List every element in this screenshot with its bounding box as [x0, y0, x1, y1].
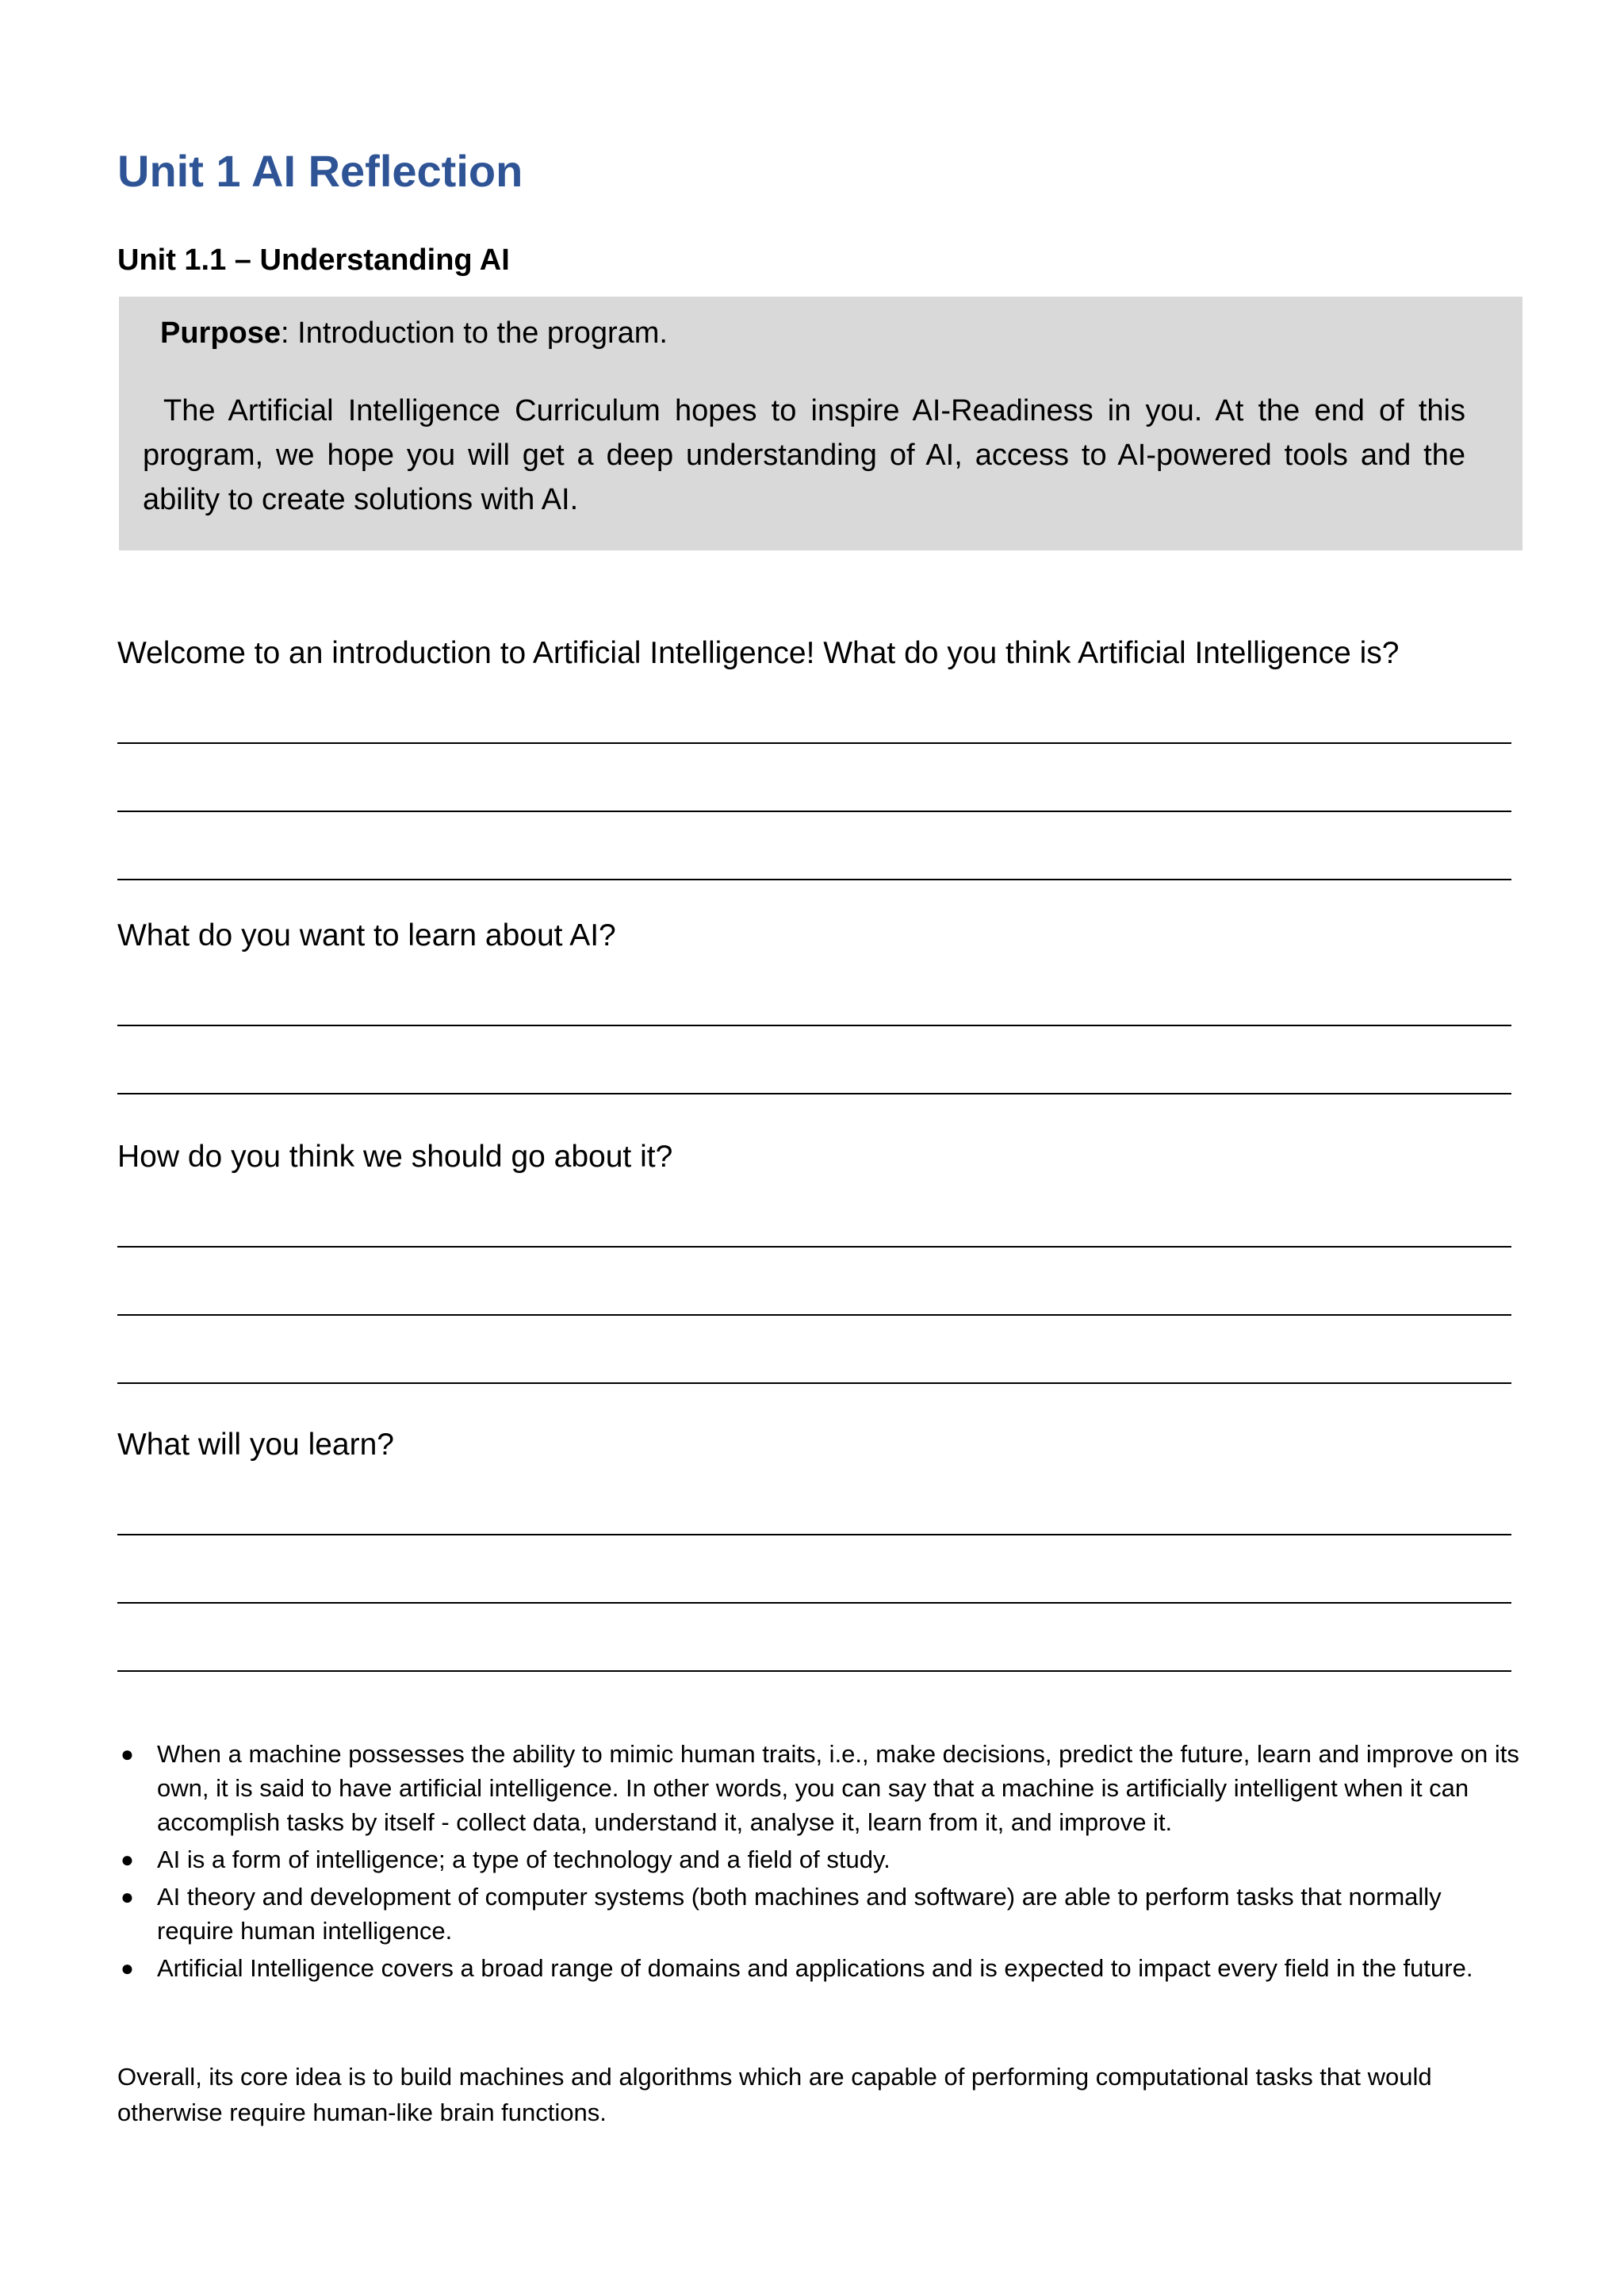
bullet-icon: ●	[121, 1884, 134, 1909]
answer-line[interactable]	[117, 1314, 1511, 1316]
page-title: Unit 1 AI Reflection	[117, 146, 523, 196]
bullet-icon: ●	[121, 1956, 134, 1980]
answer-line[interactable]	[117, 1534, 1511, 1535]
purpose-line	[160, 311, 1465, 355]
answer-line[interactable]	[117, 811, 1511, 812]
purpose-label: Purpose	[160, 316, 282, 350]
answer-line[interactable]	[117, 1382, 1511, 1384]
question-4: What will you learn?	[117, 1428, 394, 1462]
bullet-icon: ●	[121, 1847, 134, 1872]
answer-line[interactable]	[117, 742, 1511, 744]
question-1: Welcome to an introduction to Artificial Intelligence! What do you think Artificial Intelligence is?	[117, 636, 1400, 670]
list-item	[117, 1951, 1521, 1985]
answer-line[interactable]	[117, 1025, 1511, 1026]
list-item-text: AI theory and development of computer systems (both machines and software) are able to perform tasks that normally require human intelligence.	[157, 1883, 1442, 1945]
list-item-text: AI is a form of intelligence; a type of technology and a field of study.	[157, 1846, 891, 1873]
answer-line[interactable]	[117, 1093, 1511, 1094]
list-item-text: When a machine possesses the ability to mimic human traits, i.e., make decisions, predict the future, learn and improve on its own, it is said to have artificial intelligence. In other words, you can say that a machine is artificially intelligent when it can accomplish tasks by itself - collect data, understand it, analyse it, learn from it, and improve it.	[157, 1740, 1519, 1836]
answer-line[interactable]	[117, 1602, 1511, 1604]
summary-paragraph: Overall, its core idea is to build machines and algorithms which are capable of performing computational tasks that would otherwise require human-like brain functions.	[117, 2063, 1432, 2126]
question-3: How do you think we should go about it?	[117, 1140, 673, 1174]
purpose-body: The Artificial Intelligence Curriculum hopes to inspire AI-Readiness in you. At the end of this program, we hope you will get a deep understanding of AI, access to AI-powered tools and the ability to create solutions with AI.	[143, 394, 1465, 516]
answer-line[interactable]	[117, 879, 1511, 880]
bullet-icon: ●	[121, 1742, 134, 1766]
list-item	[117, 1842, 1521, 1876]
list-item-text: Artificial Intelligence covers a broad range of domains and applications and is expected to impact every field in the future.	[157, 1954, 1473, 1982]
list-item	[117, 1737, 1521, 1839]
section-subtitle: Unit 1.1 – Understanding AI	[117, 243, 510, 277]
answer-line[interactable]	[117, 1246, 1511, 1248]
answer-line[interactable]	[117, 1670, 1511, 1672]
ai-facts-list	[117, 1737, 1521, 1988]
purpose-box	[119, 297, 1522, 550]
question-2: What do you want to learn about AI?	[117, 918, 616, 953]
list-item	[117, 1880, 1521, 1948]
purpose-text: : Introduction to the program.	[281, 316, 668, 350]
